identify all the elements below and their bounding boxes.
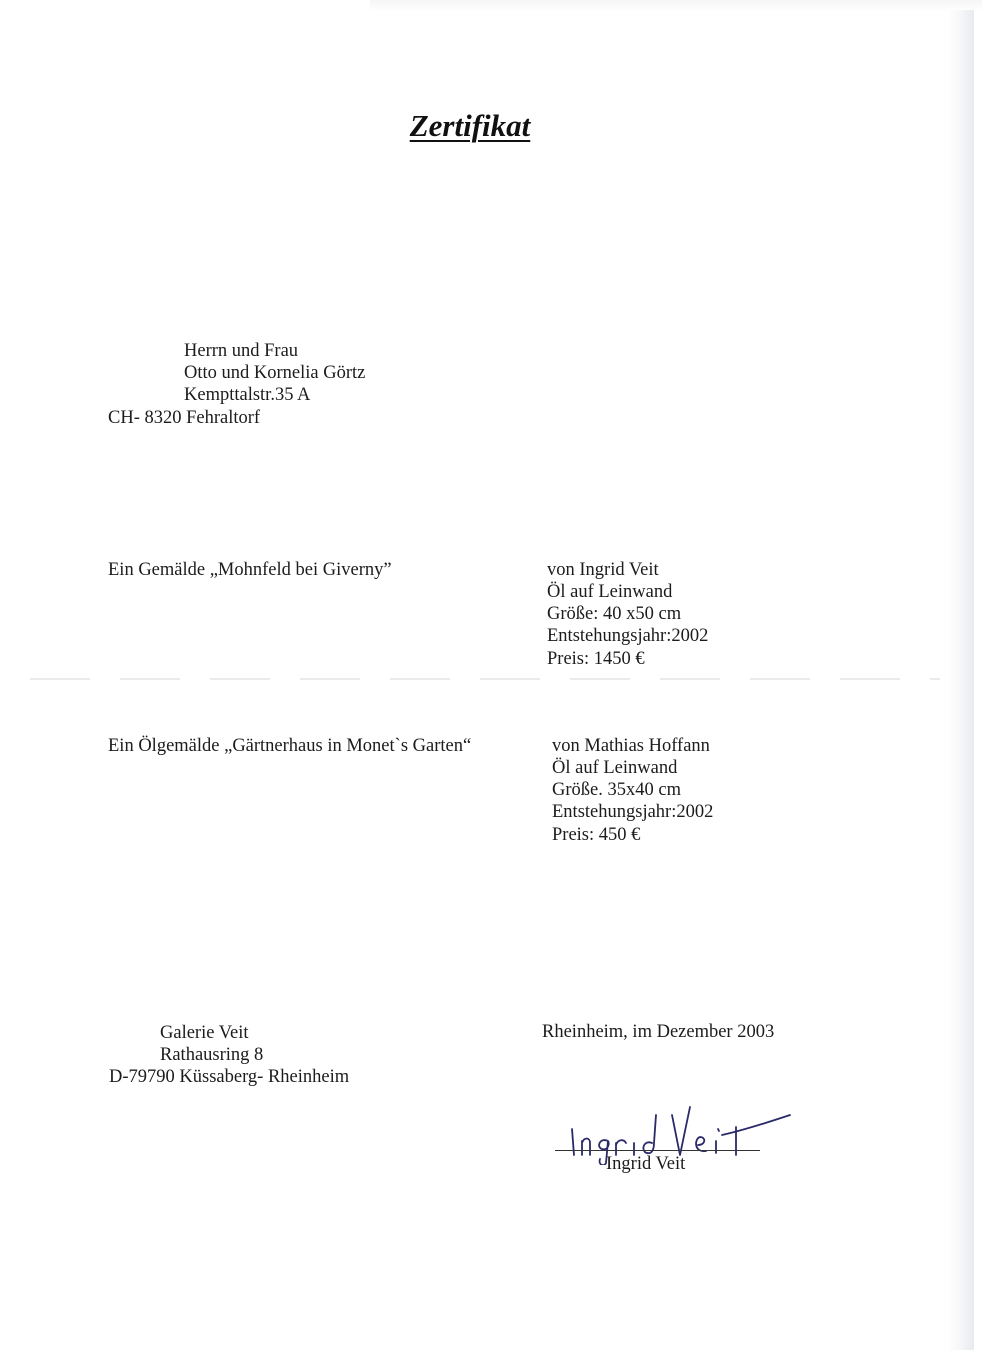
item-1-size: Größe: 40 x50 cm xyxy=(547,604,682,624)
item-1-price: Preis: 1450 € xyxy=(547,649,645,669)
item-1-description: Ein Gemälde „Mohnfeld bei Giverny” xyxy=(108,560,392,580)
item-1-year: Entstehungsjahr:2002 xyxy=(547,626,709,646)
item-2-year: Entstehungsjahr:2002 xyxy=(552,802,714,822)
item-2-price: Preis: 450 € xyxy=(552,825,641,845)
scan-shadow-right xyxy=(948,10,974,1350)
item-2-description: Ein Ölgemälde „Gärtnerhaus in Monet`s Garten“ xyxy=(108,736,472,756)
recipient-salutation: Herrn und Frau xyxy=(184,341,299,361)
gallery-city: D-79790 Küssaberg- Rheinheim xyxy=(109,1067,350,1087)
recipient-city: CH- 8320 Fehraltorf xyxy=(108,408,261,428)
signature-line xyxy=(555,1150,760,1151)
document-title: Zertifikat xyxy=(409,108,531,143)
recipient-names: Otto und Kornelia Görtz xyxy=(184,363,366,383)
gallery-name: Galerie Veit xyxy=(160,1023,249,1043)
place-date: Rheinheim, im Dezember 2003 xyxy=(542,1022,775,1042)
signatory-name: Ingrid Veit xyxy=(606,1154,686,1174)
fold-line xyxy=(30,678,940,680)
item-1-medium: Öl auf Leinwand xyxy=(547,582,673,602)
recipient-street: Kempttalstr.35 A xyxy=(184,385,311,405)
scan-shadow-top xyxy=(370,0,982,12)
item-2-size: Größe. 35x40 cm xyxy=(552,780,681,800)
item-2-artist: von Mathias Hoffann xyxy=(552,736,710,756)
item-1-artist: von Ingrid Veit xyxy=(547,560,659,580)
item-2-medium: Öl auf Leinwand xyxy=(552,758,678,778)
gallery-street: Rathausring 8 xyxy=(160,1045,264,1065)
